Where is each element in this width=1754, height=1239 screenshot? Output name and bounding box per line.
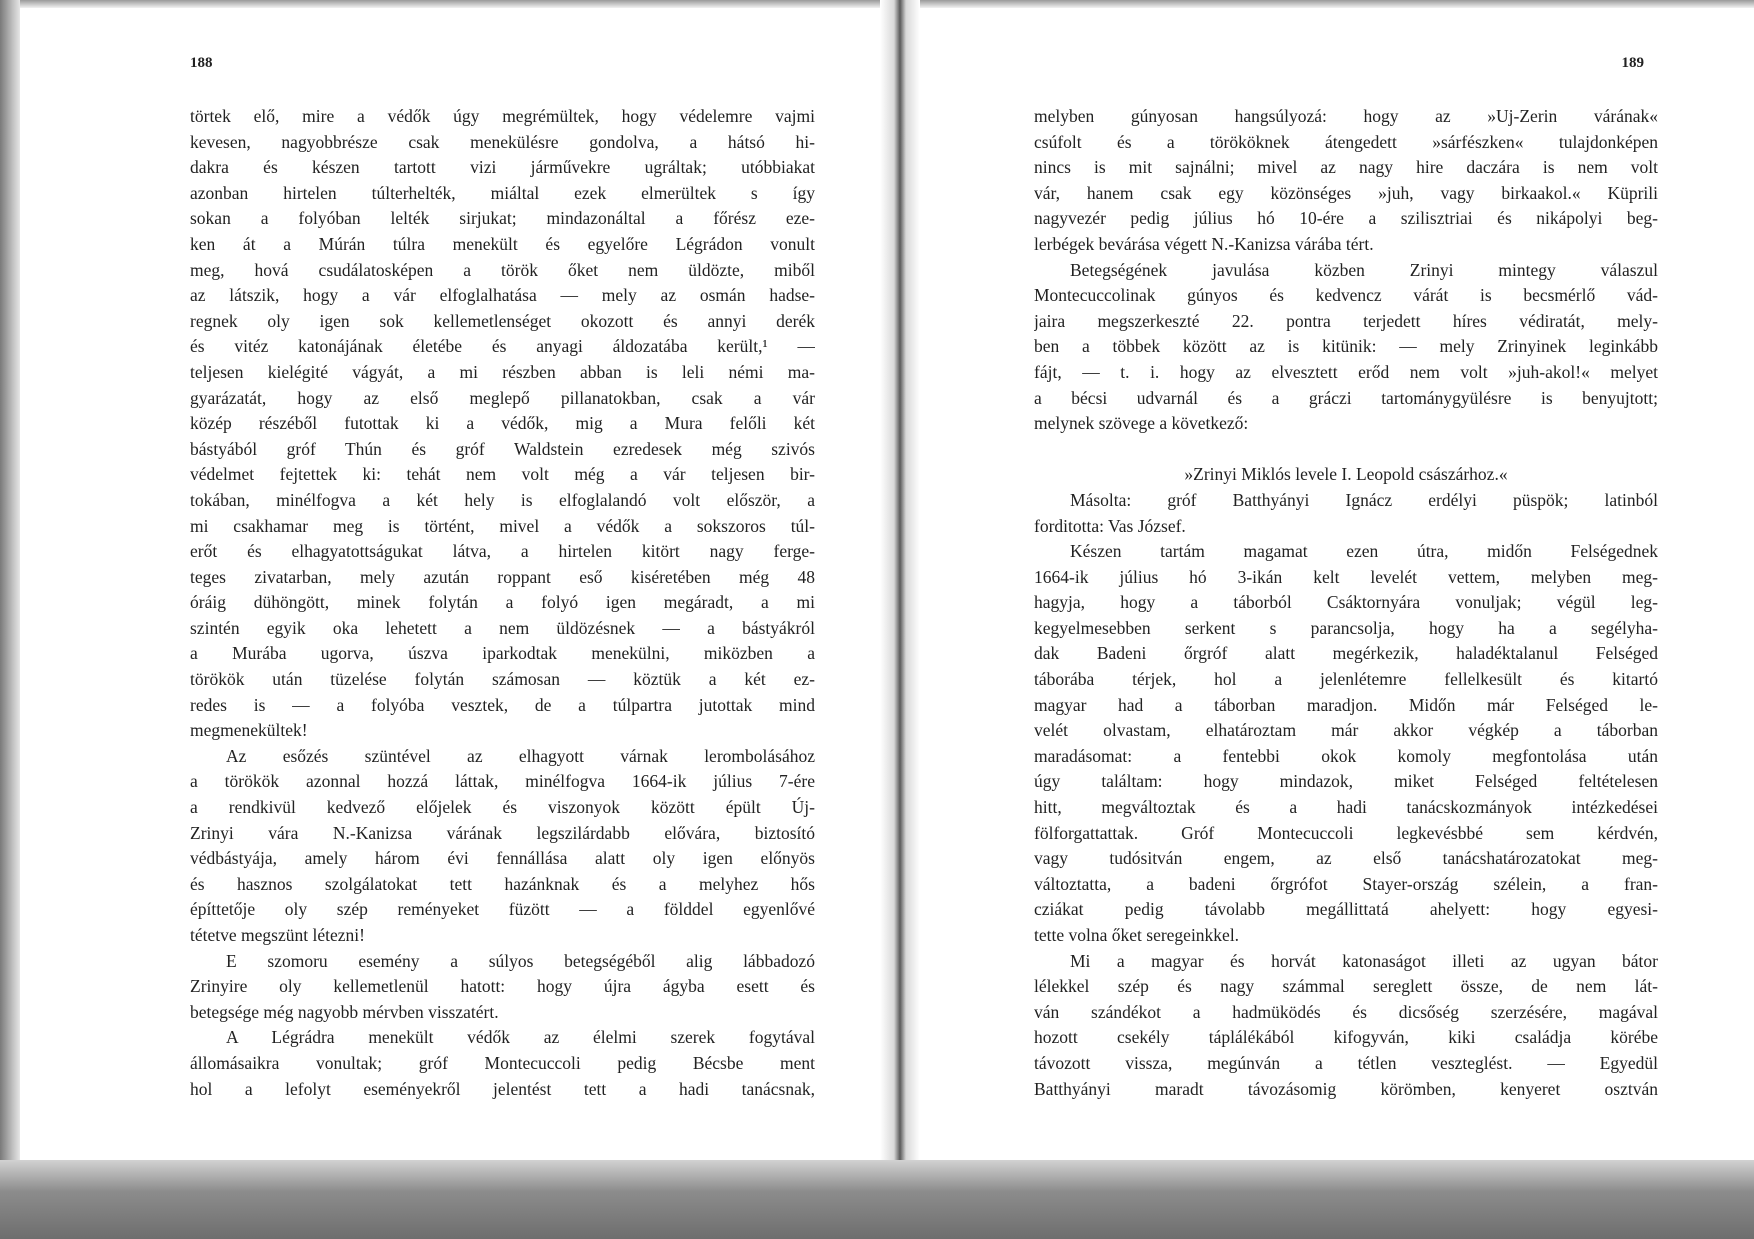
text-line: kegyelmesebben serkent s parancsolja, hogy ha a segélyha- xyxy=(1034,617,1658,638)
text-line: ben a többek között az is kitünik: — mely Zrinyinek leginkább xyxy=(1034,336,1658,357)
text-line: forditotta: Vas József. xyxy=(1034,515,1186,536)
text-line: velét olvastam, elhatároztam már akkor végkép a táborban xyxy=(1034,720,1658,741)
text-line: ken át a Múrán túlra menekült és egyelőre Légrádon vonult xyxy=(190,233,815,254)
text-line: nincs is mit sajnálni; mivel az nagy hire daczára is nem volt xyxy=(1034,157,1658,178)
text-line: távozott vissza, megúnván a tétlen veszteglést. — Egyedül xyxy=(1034,1052,1658,1073)
page-number-left: 188 xyxy=(190,55,213,71)
text-line: hozott csekély táplálékából kifogyván, kiki családja körébe xyxy=(1034,1027,1658,1048)
text-line: a törökök azonnal hozzá láttak, minélfogva 1664-ik július 7-ére xyxy=(190,771,815,792)
text-line: regnek oly igen sok kellemetlenséget okozott és annyi derék xyxy=(190,310,815,331)
text-line: kevesen, nagyobbrésze csak menekülésre gondolva, a hátsó hi- xyxy=(190,131,815,152)
text-line: úgy találtam: hogy mindazok, miket Felséged feltételesen xyxy=(1034,771,1658,792)
text-line: hagyja, hogy a táborból Csáktornyára vonuljak; végül leg- xyxy=(1034,592,1658,613)
text-line: táborába térjek, hol a jelenlétemre fellelkesült és kitartó xyxy=(1034,669,1658,690)
text-line: védbástyája, amely három évi fennállása alatt oly igen előnyös xyxy=(190,848,815,869)
text-line: vár, hanem csak egy közönséges »juh, vagy birkaakol.« Küprili xyxy=(1034,182,1658,203)
text-line: melynek szövege a következő: xyxy=(1034,413,1249,434)
text-line: tokában, minélfogva a két hely is elfoglalandó volt először, a xyxy=(190,489,815,510)
letter-heading: »Zrinyi Miklós levele I. Leopold császárhoz.« xyxy=(1184,464,1508,485)
page-number-right: 189 xyxy=(1621,55,1644,71)
text-line: törtek elő, mire a védők úgy megrémültek, hogy védelemre vajmi xyxy=(190,106,815,126)
text-line: az látszik, hogy a vár elfoglalhatása — mely az osmán hadse- xyxy=(190,285,815,306)
text-line: Betegségének javulása közben Zrinyi mintegy válaszul xyxy=(1070,259,1658,280)
text-line: építtetője oly szép reményeket füzött — a földdel egyenlővé xyxy=(190,899,815,920)
text-line: dakra és készen tartott vizi járművekre ugráltak; utóbbiakat xyxy=(190,157,815,178)
text-line: állomásaikra vonultak; gróf Montecuccoli pedig Bécsbe ment xyxy=(190,1052,815,1073)
text-line: fölforgattattak. Gróf Montecuccoli legkevésbbé sem kérdvén, xyxy=(1034,822,1658,843)
text-line: lerbégek bevárása végett N.-Kanizsa várába tért. xyxy=(1034,233,1374,254)
text-line: tétetve megszünt létezni! xyxy=(190,925,365,945)
book-gutter xyxy=(880,0,920,1160)
text-line: bástyából gróf Thún és gróf Waldstein ezredesek még szivós xyxy=(190,438,815,459)
text-line: a Murába ugorva, úszva iparkodtak menekülni, miközben a xyxy=(190,643,815,664)
text-line: Batthyányi maradt távozásomig körömben, kenyeret osztván xyxy=(1034,1078,1658,1099)
text-line: 1664-ik július hó 3-ikán kelt levelét vettem, melyben meg- xyxy=(1034,566,1658,587)
text-line: megmenekültek! xyxy=(190,720,308,741)
text-line: Készen tartám magamat ezen útra, midőn Felségednek xyxy=(1070,541,1658,562)
text-line: a bécsi udvarnál és a gráczi tartománygyülésre is benyujtott; xyxy=(1034,387,1658,408)
text-line: A Légrádra menekült védők az élelmi szerek fogytával xyxy=(226,1027,815,1048)
text-line: vagy tudósitván engem, az első tanácshatározatokat meg- xyxy=(1034,848,1658,869)
text-line: lélekkel szép és nagy számmal sereglett össze, de nem lát- xyxy=(1034,976,1658,997)
text-line: betegsége még nagyobb mérvben visszatért. xyxy=(190,1001,499,1022)
text-line: dak Badeni őrgróf alatt megérkezik, haladéktalanul Felséged xyxy=(1034,643,1658,664)
text-line: óráig dühöngött, minek folytán a folyó igen megáradt, a mi xyxy=(190,592,815,613)
text-line: a rendkivül kedvező előjelek és viszonyok között épült Új- xyxy=(190,797,815,818)
text-line: csúfolt és a törököknek átengedett »sárfészken« tulajdonképen xyxy=(1034,131,1658,152)
text-line: Zrinyire oly kellemetlenül hatott: hogy újra ágyba esett és xyxy=(190,976,815,997)
text-line: cziákat pedig távolabb megállittatá ahelyett: hogy egyesi- xyxy=(1034,899,1658,920)
text-line: mi csakhamar meg is történt, mivel a védők a sokszoros túl- xyxy=(190,515,815,536)
text-line: gyarázatát, hogy az első meglepő pillanatokban, csak a vár xyxy=(190,387,815,408)
text-line: magyar had a táborban maradjon. Midőn már Felséged le- xyxy=(1034,694,1658,715)
text-line: sokan a folyóban lelték sirjukat; mindazonáltal a főrész eze- xyxy=(190,208,815,229)
text-line: azonban hirtelen túlterhelték, miáltal ezek elmerültek s így xyxy=(190,182,815,203)
text-line: Montecuccolinak gúnyos és kedvencz várát is becsmérlő vád- xyxy=(1034,285,1658,306)
text-line: meg, hová csudálatosképen a török őket nem üldözte, miből xyxy=(190,259,815,280)
text-line: melyben gúnyosan hangsúlyozá: hogy az »Uj-Zerin várának« xyxy=(1034,106,1658,126)
text-line: és hasznos szolgálatokat tett hazánknak és a melyhez hős xyxy=(190,873,815,894)
text-line: szintén egyik oka lehetett a nem üldözésnek — a bástyákról xyxy=(190,617,815,638)
left-page xyxy=(20,0,880,1160)
text-line: teljesen kielégité vágyát, a mi részben abban is leli némi ma- xyxy=(190,361,815,382)
text-line: Zrinyi vára N.-Kanizsa várának legszilárdabb elővára, biztosító xyxy=(190,822,815,843)
text-line: ván szándékot a hadmüködés és dicsőség szerzésére, magával xyxy=(1034,1001,1658,1022)
text-line: Másolta: gróf Batthyányi Ignácz erdélyi püspök; latinból xyxy=(1070,489,1658,510)
text-line: maradásomat: a fentebbi okok komoly megfontolása után xyxy=(1034,745,1658,766)
text-line: redes is — a folyóba vesztek, de a túlpartra jutottak mind xyxy=(190,694,815,715)
text-line: hol a lefolyt eseményekről jelentést tett a hadi tanácsnak, xyxy=(190,1078,815,1099)
text-line: teges zivatarban, mely azután roppant eső kiséretében még 48 xyxy=(190,566,815,587)
text-line: nagyvezér pedig július hó 10-ére a szilisztriai és nikápolyi beg- xyxy=(1034,208,1658,229)
text-line: fájt, — t. i. hogy az elvesztett erőd nem volt »juh-akol!« melyet xyxy=(1034,361,1658,382)
text-line: Az esőzés szüntével az elhagyott várnak lerombolásához xyxy=(226,745,815,766)
text-line: és vitéz katonájának életébe és anyagi áldozatába került,¹ — xyxy=(190,336,815,357)
left-page-text xyxy=(190,104,815,1102)
text-line: védelmet fejtettek ki: tehát nem volt még a vár teljesen bir- xyxy=(190,464,815,485)
text-line: jaira megszerkeszté 22. pontra terjedett híres védiratát, mely- xyxy=(1034,310,1658,331)
text-line: E szomoru esemény a súlyos betegségéből alig lábbadozó xyxy=(226,950,815,971)
right-page-text xyxy=(1034,104,1658,1102)
scan-shadow-left xyxy=(0,0,20,1239)
text-line: tette volna őket seregeinkkel. xyxy=(1034,925,1240,945)
scan-shadow-bottom xyxy=(0,1160,1754,1239)
text-line: erőt és elhagyatottságukat látva, a hirtelen kitört nagy ferge- xyxy=(190,541,815,562)
text-line: közép részéből futottak ki a védők, mig a Mura felőli két xyxy=(190,413,815,434)
blank-line xyxy=(1034,437,1658,463)
text-line: törökök után tüzelése folytán számosan — köztük a két ez- xyxy=(190,669,815,690)
text-line: Mi a magyar és horvát katonaságot illeti az ugyan bátor xyxy=(1070,950,1658,971)
text-line: változtatta, a badeni őrgrófot Stayer-ország szélein, a fran- xyxy=(1034,873,1658,894)
text-line: hitt, megváltoztak és a hadi tanácskozmányok intézkedései xyxy=(1034,797,1658,818)
right-page xyxy=(920,0,1754,1160)
